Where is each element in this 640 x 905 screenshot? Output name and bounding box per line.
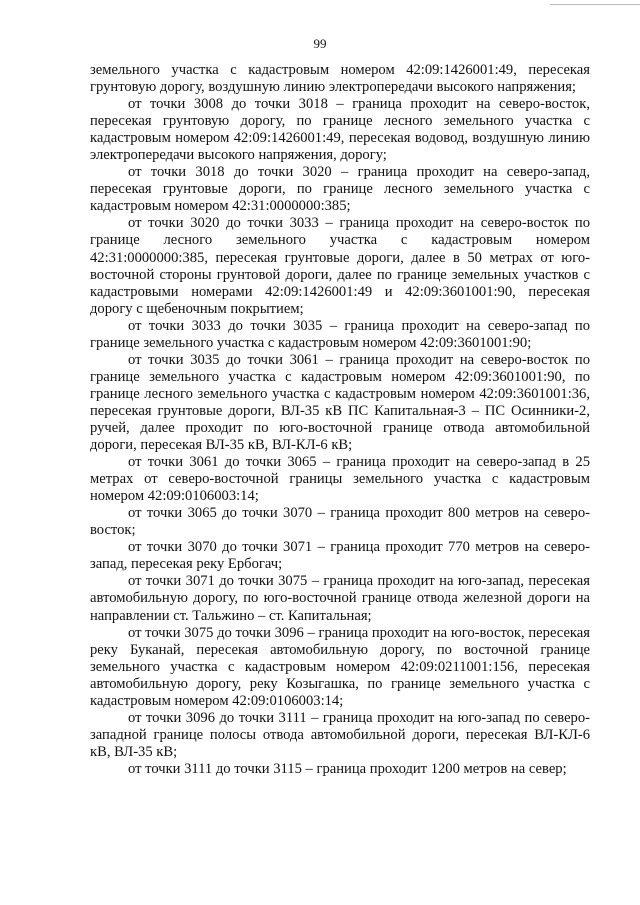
paragraph-3096-3111: от точки 3096 до точки 3111 – граница проходит на юго-запад по северо-западной границе полосы отвода автомобильной дороги, пересекая ВЛ-КЛ-6 кВ, ВЛ-35 кВ; <box>90 709 590 760</box>
paragraph-3033-3035: от точки 3033 до точки 3035 – граница проходит на северо-запад по границе земельного участка с кадастровым номером 42:09:3601001:90; <box>90 317 590 351</box>
paragraph-3070-3071: от точки 3070 до точки 3071 – граница проходит 770 метров на северо-запад, пересекая реку Ербогач; <box>90 539 590 573</box>
document-body <box>90 62 590 778</box>
paragraph-3065-3070: от точки 3065 до точки 3070 – граница проходит 800 метров на северо-восток; <box>90 505 590 539</box>
paragraph-3035-3061: от точки 3035 до точки 3061 – граница проходит на северо-восток по границе земельного участка с кадастровым номером 42:09:3601001:90, по границе лесного земельного участка с кадастровым номером 42:09:3601001:36, пересекая грунтовые дороги, ВЛ-35 кВ ПС Капитальная-3 – ПС Осинники-2, ручей, далее проходит по юго-восточной границе отвода автомобильной дороги, пересекая ВЛ-35 кВ, ВЛ-КЛ-6 кВ; <box>90 351 590 454</box>
paragraph-3111-3115: от точки 3111 до точки 3115 – граница проходит 1200 метров на север; <box>128 760 567 777</box>
paragraph-continuation: земельного участка с кадастровым номером 42:09:1426001:49, пересекая грунтовую дорогу, воздушную линию электропередачи высокого напряжения; <box>90 62 590 96</box>
paragraph-3008-3018: от точки 3008 до точки 3018 – граница проходит на северо-восток, пересекая грунтовую дорогу, по границе лесного земельного участка с кадастровым номером 42:09:1426001:49, пересекая водовод, воздушную линию электропередачи высокого напряжения, дорогу; <box>90 96 590 164</box>
paragraph-3018-3020: от точки 3018 до точки 3020 – граница проходит на северо-запад, пересекая грунтовые дороги, по границе лесного земельного участка с кадастровым номером 42:31:0000000:385; <box>90 164 590 215</box>
paragraph-3020-3033: от точки 3020 до точки 3033 – граница проходит на северо-восток по границе лесного земельного участка с кадастровым номером 42:31:0000000:385, пересекая грунтовые дороги, далее в 50 метрах от юго-восточной стороны грунтовой дороги, далее по границе земельных участков с кадастровыми номерами 42:09:1426001:49 и 42:09:3601001:90, пересекая дорогу с щебеночным покрытием; <box>90 215 590 317</box>
page-number: 99 <box>313 36 327 51</box>
paragraph-3061-3065: от точки 3061 до точки 3065 – граница проходит на северо-запад в 25 метрах от северо-восточной границы земельного участка с кадастровым номером 42:09:0106003:14; <box>90 454 590 505</box>
paragraph-3075-3096: от точки 3075 до точки 3096 – граница проходит на юго-восток, пересекая реку Буканай, пересекая автомобильную дорогу, по восточной границе земельного участка с кадастровым номером 42:09:0211001:156, пересекая автомобильную дорогу, реку Козыгашка, по границе земельного участка с кадастровым номером 42:09:0106003:14; <box>90 624 590 709</box>
scan-edge-line <box>550 0 640 5</box>
paragraph-3071-3075: от точки 3071 до точки 3075 – граница проходит на юго-запад, пересекая автомобильную дорогу, по юго-восточной границе отвода железной дороги на направлении ст. Тальжино – ст. Капитальная; <box>90 573 590 624</box>
